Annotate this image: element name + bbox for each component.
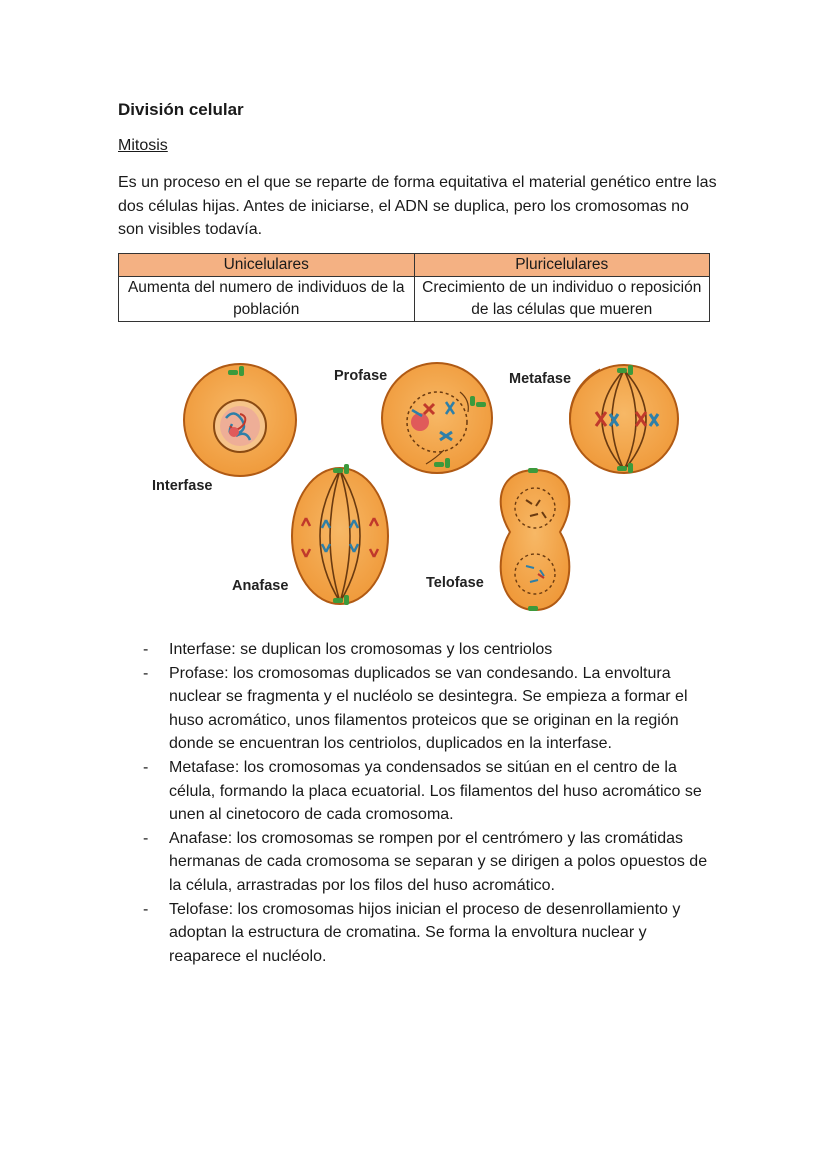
page-title: División celular	[118, 100, 244, 119]
mitosis-diagram	[140, 352, 600, 622]
profase-cell	[382, 363, 492, 473]
list-item-anafase: - Anafase: los cromosomas se rompen por el centrómero y las cromátidas hermanas de cada cromosoma se separan y se dirigen a polos opuestos de la célula, arrastradas por los filos del huso acromático.	[140, 827, 720, 898]
section-heading-mitosis: Mitosis	[118, 137, 168, 154]
list-item-profase: - Profase: los cromosomas duplicados se van condesando. La envoltura nuclear se fragmenta y el nucléolo se desintegra. Se empieza a formar el huso acromático, unos filamentos proteicos que se originan en la región donde se encuentran los centriolos, duplicados en la interfase.	[140, 662, 720, 756]
comparison-table	[118, 253, 710, 322]
label-telofase: Telofase	[426, 575, 484, 591]
table-cell-pluricelulares: Crecimiento de un individuo o reposición de las células que mueren	[414, 277, 710, 322]
metafase-cell-figure	[566, 362, 684, 478]
table-header-pluricelulares: Pluricelulares	[414, 254, 710, 277]
list-item-metafase: - Metafase: los cromosomas ya condensados se sitúan en el centro de la célula, formando la placa ecuatorial. Los filamentos del huso acromático se unen al cinetocoro de cada cromosoma.	[140, 756, 720, 827]
table-cell-unicelulares: Aumenta del numero de individuos de la población	[119, 277, 415, 322]
label-anafase: Anafase	[232, 578, 289, 594]
label-metafase: Metafase	[509, 371, 572, 387]
list-item-interfase: - Interfase: se duplican los cromosomas y los centriolos	[140, 638, 720, 662]
telofase-cell	[501, 468, 570, 611]
list-item-telofase: - Telofase: los cromosomas hijos inician el proceso de desenrollamiento y adoptan la estructura de cromatina. Se forma la envoltura nuclear y reaparece el nucléolo.	[140, 898, 720, 969]
table-row	[119, 277, 710, 322]
anafase-cell	[292, 464, 388, 605]
table-header-unicelulares: Unicelulares	[119, 254, 415, 277]
table-header-row	[119, 254, 710, 277]
phase-description-list	[140, 638, 720, 968]
intro-paragraph: Es un proceso en el que se reparte de forma equitativa el material genético entre las dos células hijas. Antes de iniciarse, el ADN se duplica, pero los cromosomas no son visibles todavía.	[118, 174, 717, 238]
label-interfase: Interfase	[152, 478, 213, 494]
label-profase: Profase	[334, 368, 388, 384]
interfase-cell	[184, 364, 296, 476]
